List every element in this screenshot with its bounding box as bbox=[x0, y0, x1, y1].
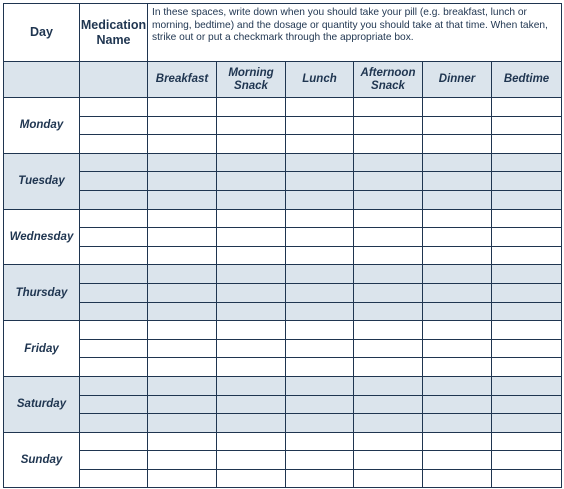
day-row-sunday-3 bbox=[4, 469, 562, 488]
entry-cell[interactable] bbox=[286, 190, 354, 209]
entry-cell[interactable] bbox=[217, 135, 286, 154]
medication-schedule-table bbox=[3, 3, 562, 488]
entry-cell[interactable] bbox=[80, 283, 148, 302]
entry-cell[interactable] bbox=[217, 265, 286, 284]
day-row-wednesday-3 bbox=[4, 246, 562, 265]
day-label-saturday: Saturday bbox=[4, 376, 80, 432]
day-row-friday-2 bbox=[4, 339, 562, 358]
slot-bedtime: Bedtime bbox=[492, 62, 562, 98]
entry-cell[interactable] bbox=[80, 153, 148, 172]
day-label-tuesday: Tuesday bbox=[4, 153, 80, 209]
day-row-thursday-2 bbox=[4, 283, 562, 302]
day-label-monday: Monday bbox=[4, 98, 80, 154]
entry-cell[interactable] bbox=[492, 172, 562, 191]
entry-cell[interactable] bbox=[217, 469, 286, 488]
entry-cell[interactable] bbox=[286, 98, 354, 117]
slot-morning-snack: Morning Snack bbox=[217, 62, 286, 98]
entry-cell[interactable] bbox=[423, 98, 492, 117]
entry-cell[interactable] bbox=[80, 98, 148, 117]
entry-cell[interactable] bbox=[80, 395, 148, 414]
day-label-friday: Friday bbox=[4, 321, 80, 377]
entry-cell[interactable] bbox=[423, 209, 492, 228]
day-row-sunday-2 bbox=[4, 451, 562, 470]
entry-cell[interactable] bbox=[80, 135, 148, 154]
entry-cell[interactable] bbox=[423, 395, 492, 414]
entry-cell[interactable] bbox=[80, 469, 148, 488]
entry-cell[interactable] bbox=[148, 135, 217, 154]
entry-cell[interactable] bbox=[148, 414, 217, 433]
entry-cell[interactable] bbox=[354, 376, 423, 395]
entry-cell[interactable] bbox=[148, 116, 217, 135]
day-row-tuesday-1 bbox=[4, 153, 562, 172]
entry-cell[interactable] bbox=[80, 451, 148, 470]
entry-cell[interactable] bbox=[286, 209, 354, 228]
entry-cell[interactable] bbox=[423, 302, 492, 321]
entry-cell[interactable] bbox=[217, 376, 286, 395]
entry-cell[interactable] bbox=[354, 228, 423, 247]
entry-cell[interactable] bbox=[423, 451, 492, 470]
slot-row-day-blank bbox=[4, 62, 80, 98]
entry-cell[interactable] bbox=[354, 153, 423, 172]
day-row-saturday-1 bbox=[4, 376, 562, 395]
entry-cell[interactable] bbox=[217, 302, 286, 321]
entry-cell[interactable] bbox=[354, 172, 423, 191]
entry-cell[interactable] bbox=[286, 302, 354, 321]
entry-cell[interactable] bbox=[492, 228, 562, 247]
entry-cell[interactable] bbox=[492, 265, 562, 284]
entry-cell[interactable] bbox=[492, 451, 562, 470]
entry-cell[interactable] bbox=[148, 153, 217, 172]
day-row-thursday-1 bbox=[4, 265, 562, 284]
entry-cell[interactable] bbox=[286, 246, 354, 265]
instructions-text: In these spaces, write down when you should take your pill (e.g. breakfast, lunch or morning, bedtime) and the dosage or quantity you should take at that time. When taken, strike out or put a checkmark through the appropriate box. bbox=[148, 4, 562, 62]
entry-cell[interactable] bbox=[492, 283, 562, 302]
entry-cell[interactable] bbox=[354, 116, 423, 135]
entry-cell[interactable] bbox=[217, 172, 286, 191]
day-row-wednesday-1 bbox=[4, 209, 562, 228]
entry-cell[interactable] bbox=[354, 451, 423, 470]
entry-cell[interactable] bbox=[423, 135, 492, 154]
entry-cell[interactable] bbox=[286, 135, 354, 154]
entry-cell[interactable] bbox=[217, 339, 286, 358]
slot-lunch: Lunch bbox=[286, 62, 354, 98]
entry-cell[interactable] bbox=[217, 432, 286, 451]
entry-cell[interactable] bbox=[492, 339, 562, 358]
entry-cell[interactable] bbox=[286, 339, 354, 358]
day-row-friday-3 bbox=[4, 358, 562, 377]
entry-cell[interactable] bbox=[148, 190, 217, 209]
slot-row-med-blank bbox=[80, 62, 148, 98]
entry-cell[interactable] bbox=[217, 414, 286, 433]
entry-cell[interactable] bbox=[286, 469, 354, 488]
entry-cell[interactable] bbox=[354, 190, 423, 209]
entry-cell[interactable] bbox=[423, 469, 492, 488]
entry-cell[interactable] bbox=[492, 432, 562, 451]
entry-cell[interactable] bbox=[80, 376, 148, 395]
entry-cell[interactable] bbox=[286, 283, 354, 302]
entry-cell[interactable] bbox=[217, 209, 286, 228]
entry-cell[interactable] bbox=[354, 469, 423, 488]
entry-cell[interactable] bbox=[148, 98, 217, 117]
entry-cell[interactable] bbox=[148, 172, 217, 191]
entry-cell[interactable] bbox=[492, 376, 562, 395]
day-label-thursday: Thursday bbox=[4, 265, 80, 321]
entry-cell[interactable] bbox=[354, 135, 423, 154]
entry-cell[interactable] bbox=[423, 414, 492, 433]
day-row-monday-3 bbox=[4, 135, 562, 154]
entry-cell[interactable] bbox=[423, 432, 492, 451]
day-row-sunday-1 bbox=[4, 432, 562, 451]
entry-cell[interactable] bbox=[492, 395, 562, 414]
entry-cell[interactable] bbox=[354, 209, 423, 228]
entry-cell[interactable] bbox=[80, 209, 148, 228]
entry-cell[interactable] bbox=[286, 376, 354, 395]
entry-cell[interactable] bbox=[148, 339, 217, 358]
entry-cell[interactable] bbox=[492, 153, 562, 172]
entry-cell[interactable] bbox=[286, 265, 354, 284]
entry-cell[interactable] bbox=[148, 209, 217, 228]
entry-cell[interactable] bbox=[286, 116, 354, 135]
entry-cell[interactable] bbox=[492, 302, 562, 321]
day-row-saturday-3 bbox=[4, 414, 562, 433]
entry-cell[interactable] bbox=[423, 321, 492, 340]
entry-cell[interactable] bbox=[148, 321, 217, 340]
entry-cell[interactable] bbox=[354, 395, 423, 414]
entry-cell[interactable] bbox=[492, 135, 562, 154]
day-row-friday-1 bbox=[4, 321, 562, 340]
entry-cell[interactable] bbox=[286, 153, 354, 172]
entry-cell[interactable] bbox=[286, 358, 354, 377]
entry-cell[interactable] bbox=[286, 451, 354, 470]
day-row-tuesday-2 bbox=[4, 172, 562, 191]
entry-cell[interactable] bbox=[286, 414, 354, 433]
day-row-thursday-3 bbox=[4, 302, 562, 321]
entry-cell[interactable] bbox=[148, 451, 217, 470]
entry-cell[interactable] bbox=[354, 302, 423, 321]
entry-cell[interactable] bbox=[80, 246, 148, 265]
entry-cell[interactable] bbox=[492, 246, 562, 265]
entry-cell[interactable] bbox=[423, 172, 492, 191]
entry-cell[interactable] bbox=[492, 209, 562, 228]
entry-cell[interactable] bbox=[148, 469, 217, 488]
entry-cell[interactable] bbox=[354, 432, 423, 451]
entry-cell[interactable] bbox=[423, 376, 492, 395]
entry-cell[interactable] bbox=[148, 283, 217, 302]
entry-cell[interactable] bbox=[354, 265, 423, 284]
entry-cell[interactable] bbox=[80, 432, 148, 451]
entry-cell[interactable] bbox=[354, 358, 423, 377]
medication-column-header: Medication Name bbox=[80, 4, 148, 62]
entry-cell[interactable] bbox=[354, 283, 423, 302]
day-row-monday-2 bbox=[4, 116, 562, 135]
entry-cell[interactable] bbox=[492, 98, 562, 117]
day-row-tuesday-3 bbox=[4, 190, 562, 209]
entry-cell[interactable] bbox=[217, 451, 286, 470]
entry-cell[interactable] bbox=[354, 321, 423, 340]
header-row bbox=[4, 4, 562, 62]
entry-cell[interactable] bbox=[492, 358, 562, 377]
entry-cell[interactable] bbox=[80, 265, 148, 284]
entry-cell[interactable] bbox=[217, 190, 286, 209]
entry-cell[interactable] bbox=[354, 339, 423, 358]
entry-cell[interactable] bbox=[492, 321, 562, 340]
entry-cell[interactable] bbox=[148, 265, 217, 284]
entry-cell[interactable] bbox=[423, 339, 492, 358]
entry-cell[interactable] bbox=[423, 228, 492, 247]
entry-cell[interactable] bbox=[80, 116, 148, 135]
entry-cell[interactable] bbox=[423, 190, 492, 209]
entry-cell[interactable] bbox=[80, 172, 148, 191]
entry-cell[interactable] bbox=[423, 265, 492, 284]
entry-cell[interactable] bbox=[148, 228, 217, 247]
entry-cell[interactable] bbox=[354, 98, 423, 117]
entry-cell[interactable] bbox=[286, 321, 354, 340]
entry-cell[interactable] bbox=[423, 246, 492, 265]
entry-cell[interactable] bbox=[148, 246, 217, 265]
entry-cell[interactable] bbox=[80, 321, 148, 340]
entry-cell[interactable] bbox=[148, 358, 217, 377]
time-slot-row bbox=[4, 62, 562, 98]
entry-cell[interactable] bbox=[286, 228, 354, 247]
entry-cell[interactable] bbox=[80, 302, 148, 321]
entry-cell[interactable] bbox=[354, 246, 423, 265]
entry-cell[interactable] bbox=[492, 116, 562, 135]
day-column-header: Day bbox=[4, 4, 80, 62]
day-row-wednesday-2 bbox=[4, 228, 562, 247]
entry-cell[interactable] bbox=[354, 414, 423, 433]
entry-cell[interactable] bbox=[286, 432, 354, 451]
slot-afternoon-snack: Afternoon Snack bbox=[354, 62, 423, 98]
entry-cell[interactable] bbox=[148, 302, 217, 321]
entry-cell[interactable] bbox=[217, 116, 286, 135]
entry-cell[interactable] bbox=[217, 228, 286, 247]
entry-cell[interactable] bbox=[80, 228, 148, 247]
entry-cell[interactable] bbox=[492, 190, 562, 209]
day-row-saturday-2 bbox=[4, 395, 562, 414]
day-label-wednesday: Wednesday bbox=[4, 209, 80, 265]
entry-cell[interactable] bbox=[217, 321, 286, 340]
entry-cell[interactable] bbox=[217, 153, 286, 172]
entry-cell[interactable] bbox=[148, 395, 217, 414]
entry-cell[interactable] bbox=[423, 283, 492, 302]
entry-cell[interactable] bbox=[423, 116, 492, 135]
entry-cell[interactable] bbox=[80, 339, 148, 358]
entry-cell[interactable] bbox=[423, 358, 492, 377]
entry-cell[interactable] bbox=[148, 376, 217, 395]
slot-breakfast: Breakfast bbox=[148, 62, 217, 98]
entry-cell[interactable] bbox=[217, 395, 286, 414]
entry-cell[interactable] bbox=[217, 98, 286, 117]
entry-cell[interactable] bbox=[80, 358, 148, 377]
entry-cell[interactable] bbox=[217, 358, 286, 377]
entry-cell[interactable] bbox=[286, 172, 354, 191]
entry-cell[interactable] bbox=[148, 432, 217, 451]
entry-cell[interactable] bbox=[423, 153, 492, 172]
entry-cell[interactable] bbox=[286, 395, 354, 414]
entry-cell[interactable] bbox=[217, 246, 286, 265]
slot-dinner: Dinner bbox=[423, 62, 492, 98]
entry-cell[interactable] bbox=[492, 469, 562, 488]
day-label-sunday: Sunday bbox=[4, 432, 80, 488]
entry-cell[interactable] bbox=[492, 414, 562, 433]
entry-cell[interactable] bbox=[80, 414, 148, 433]
entry-cell[interactable] bbox=[80, 190, 148, 209]
entry-cell[interactable] bbox=[217, 283, 286, 302]
day-row-monday-1 bbox=[4, 98, 562, 117]
